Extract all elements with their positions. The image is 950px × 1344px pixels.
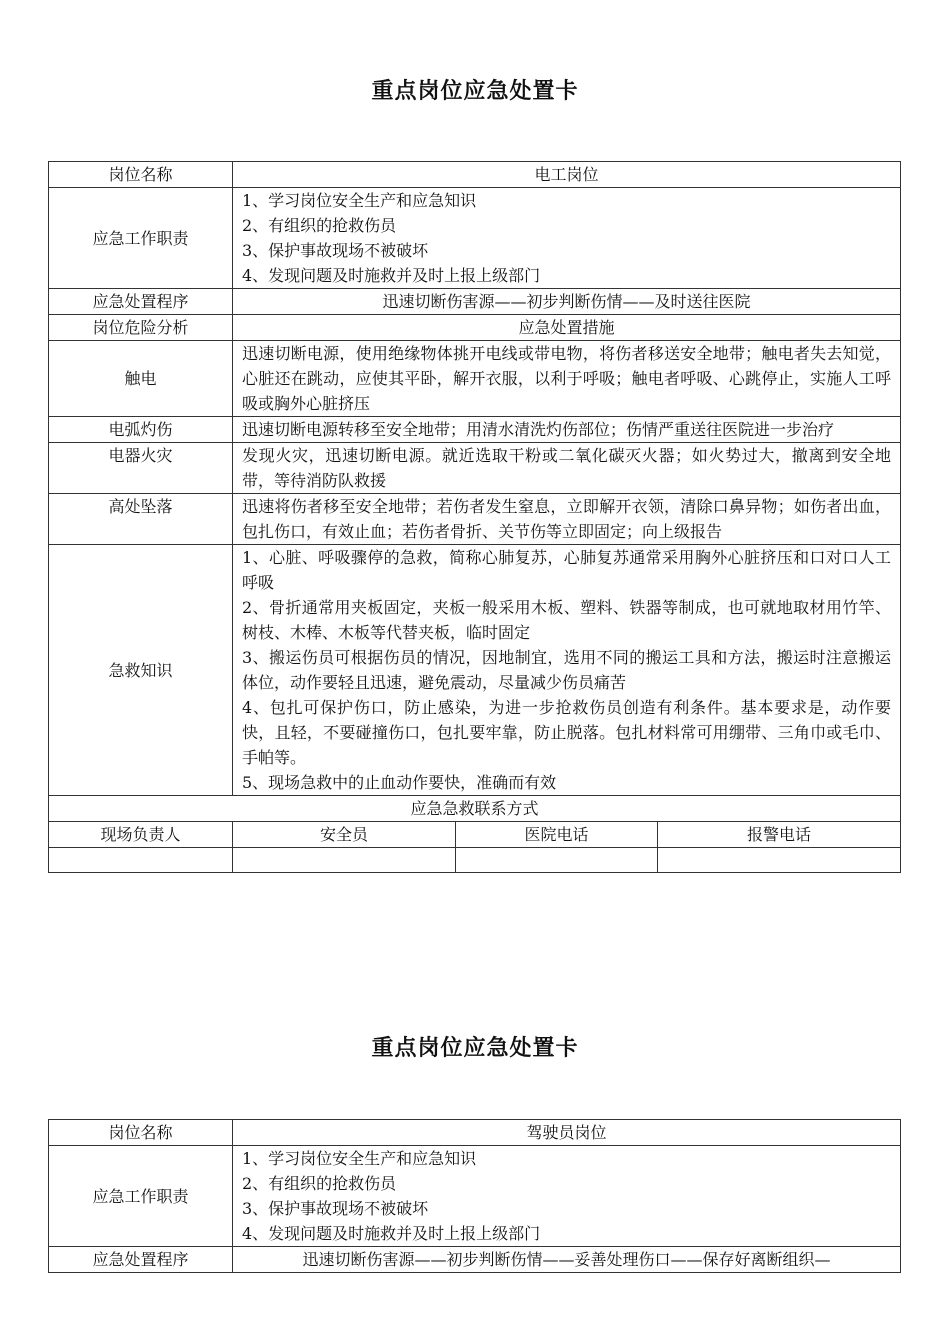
hazard-measure: 迅速切断电源转移至安全地带；用清水清洗灼伤部位；伤情严重送往医院进一步治疗	[233, 417, 901, 443]
site-manager-value	[49, 848, 233, 873]
duty-item: 4、发现问题及时施救并及时上报上级部门	[242, 266, 541, 285]
post-name-row	[49, 1120, 901, 1146]
procedure-row	[49, 1247, 901, 1273]
first-aid-item: 3、搬运伤员可根据伤员的情况，因地制宜，选用不同的搬运工具和方法，搬运时注意搬运体位，动作要轻且迅速，避免震动，尽量减少伤员痛苦	[242, 648, 891, 692]
first-aid-item: 1、心脏、呼吸骤停的急救，简称心肺复苏，心肺复苏通常采用胸外心脏挤压和口对口人工呼吸	[242, 548, 891, 592]
first-aid-row	[49, 545, 901, 796]
hazard-name: 高处坠落	[49, 494, 233, 545]
police-phone-value	[658, 848, 901, 873]
contact-labels-row	[49, 822, 901, 848]
hazard-row	[49, 443, 901, 494]
post-name-row	[49, 162, 901, 188]
duty-item: 2、有组织的抢救伤员	[242, 1174, 397, 1193]
contact-values-row	[49, 848, 901, 873]
hazard-name: 电弧灼伤	[49, 417, 233, 443]
risk-analysis-label: 岗位危险分析	[49, 315, 233, 341]
duties-list	[233, 1146, 901, 1247]
contact-site-manager: 现场负责人	[49, 822, 233, 848]
hazard-row	[49, 417, 901, 443]
emergency-card-table	[48, 1119, 901, 1273]
duties-label: 应急工作职责	[49, 188, 233, 289]
hazard-row	[49, 494, 901, 545]
duty-item: 2、有组织的抢救伤员	[242, 216, 397, 235]
duties-row	[49, 188, 901, 289]
duties-list	[233, 188, 901, 289]
contact-header: 应急急救联系方式	[49, 796, 901, 822]
measures-label: 应急处置措施	[233, 315, 901, 341]
procedure-value: 迅速切断伤害源——初步判断伤情——及时送往医院	[233, 289, 901, 315]
hazard-measure: 发现火灾，迅速切断电源。就近选取干粉或二氧化碳灭火器；如火势过大，撤离到安全地带，等待消防队救援	[233, 443, 901, 494]
contact-police-phone: 报警电话	[658, 822, 901, 848]
first-aid-list	[233, 545, 901, 796]
post-name-value: 驾驶员岗位	[233, 1120, 901, 1146]
hazard-measure: 迅速切断电源，使用绝缘物体挑开电线或带电物，将伤者移送安全地带；触电者失去知觉，心脏还在跳动，应使其平卧，解开衣服，以利于呼吸；触电者呼吸、心跳停止，实施人工呼吸或胸外心脏挤压	[233, 341, 901, 417]
safety-officer-value	[233, 848, 456, 873]
first-aid-label: 急救知识	[49, 545, 233, 796]
contact-safety-officer: 安全员	[233, 822, 456, 848]
post-name-label: 岗位名称	[49, 162, 233, 188]
first-aid-item: 5、现场急救中的止血动作要快，准确而有效	[242, 773, 557, 792]
emergency-card-table	[48, 161, 901, 873]
contact-hospital-phone: 医院电话	[456, 822, 658, 848]
procedure-label: 应急处置程序	[49, 289, 233, 315]
post-name-label: 岗位名称	[49, 1120, 233, 1146]
duty-item: 1、学习岗位安全生产和应急知识	[242, 1149, 477, 1168]
card-title: 重点岗位应急处置卡	[371, 1036, 579, 1061]
procedure-label: 应急处置程序	[49, 1247, 233, 1273]
procedure-row	[49, 289, 901, 315]
duty-item: 3、保护事故现场不被破坏	[242, 1199, 429, 1218]
duties-label: 应急工作职责	[49, 1146, 233, 1247]
duty-item: 1、学习岗位安全生产和应急知识	[242, 191, 477, 210]
hazard-row	[49, 341, 901, 417]
duties-row	[49, 1146, 901, 1247]
post-name-value: 电工岗位	[233, 162, 901, 188]
hazard-name: 电器火灾	[49, 443, 233, 494]
contact-header-row	[49, 796, 901, 822]
first-aid-item: 2、骨折通常用夹板固定，夹板一般采用木板、塑料、铁器等制成，也可就地取材用竹竿、树枝、木棒、木板等代替夹板，临时固定	[242, 598, 891, 642]
analysis-header-row	[49, 315, 901, 341]
card-title: 重点岗位应急处置卡	[371, 79, 579, 104]
hazard-measure: 迅速将伤者移至安全地带；若伤者发生窒息，立即解开衣领，清除口鼻异物；如伤者出血，包扎伤口，有效止血；若伤者骨折、关节伤等立即固定；向上级报告	[233, 494, 901, 545]
procedure-value: 迅速切断伤害源——初步判断伤情——妥善处理伤口——保存好离断组织—	[233, 1247, 901, 1273]
duty-item: 3、保护事故现场不被破坏	[242, 241, 429, 260]
first-aid-item: 4、包扎可保护伤口，防止感染，为进一步抢救伤员创造有利条件。基本要求是，动作要快，且轻，不要碰撞伤口，包扎要牢靠，防止脱落。包扎材料常可用绷带、三角巾或毛巾、手帕等。	[242, 698, 891, 767]
duty-item: 4、发现问题及时施救并及时上报上级部门	[242, 1224, 541, 1243]
hospital-phone-value	[456, 848, 658, 873]
hazard-name: 触电	[49, 341, 233, 417]
